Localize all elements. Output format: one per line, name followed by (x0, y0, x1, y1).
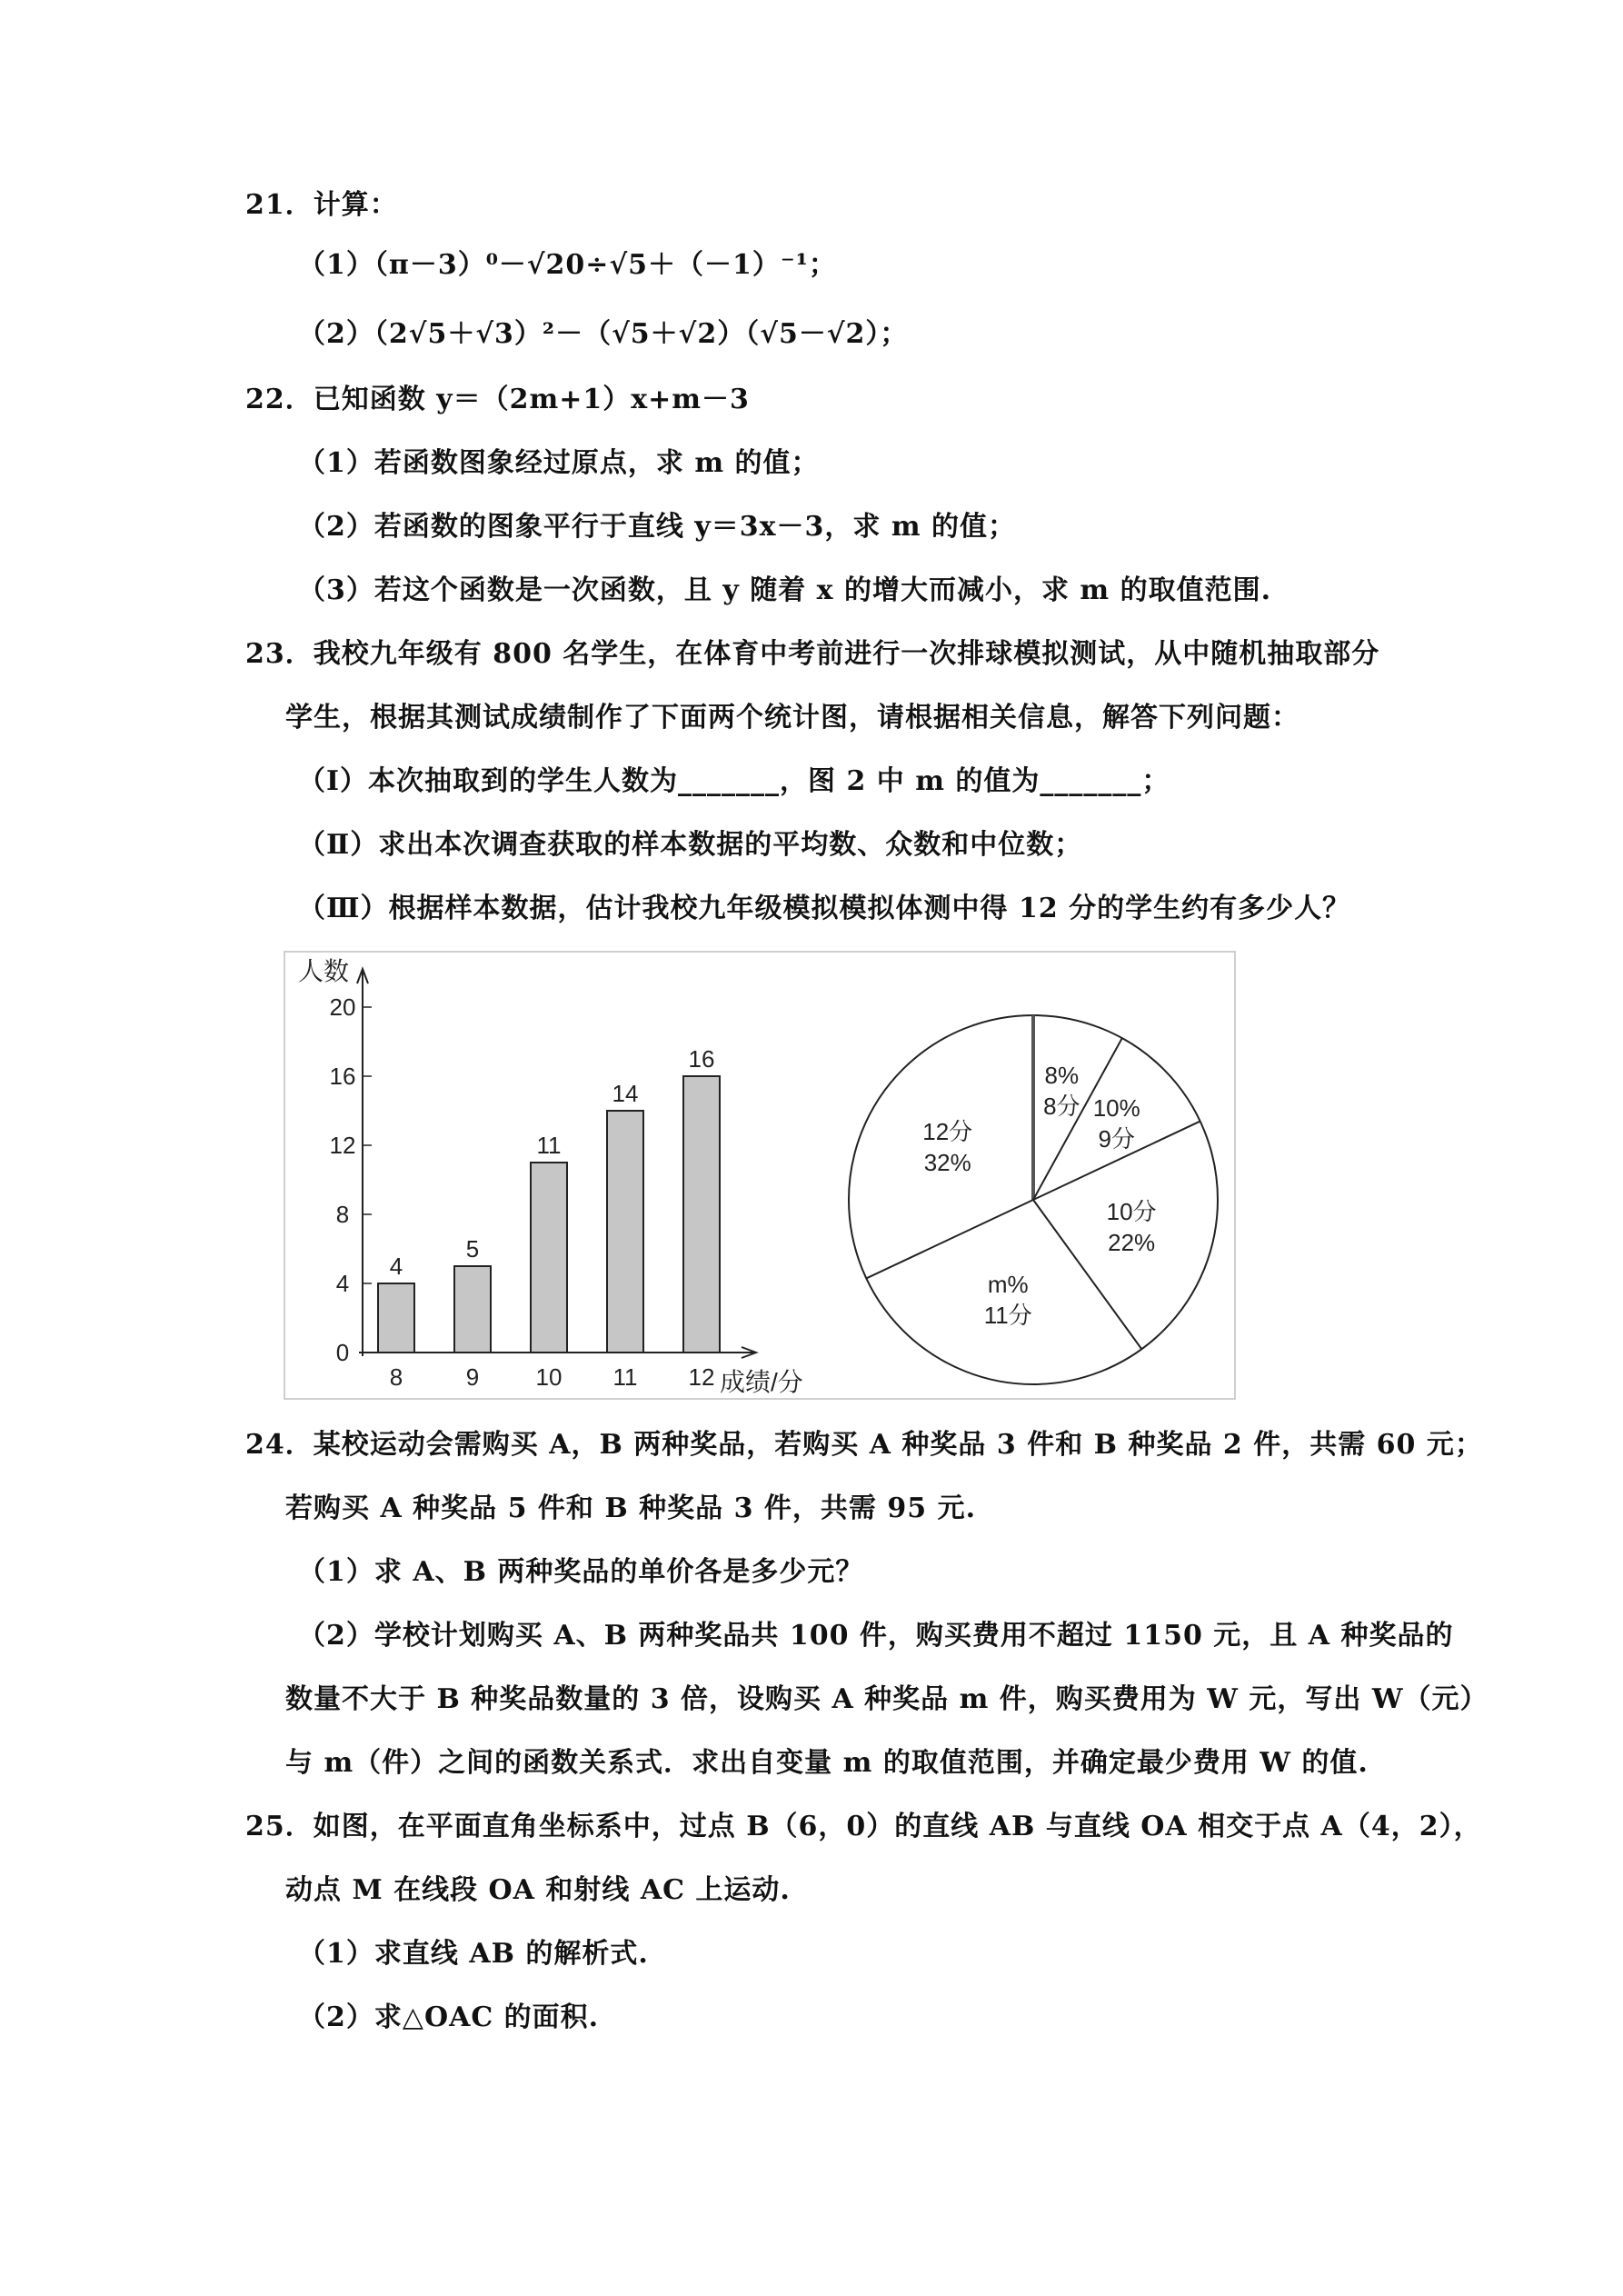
q24-part2-line1: （2）学校计划购买 A、B 两种奖品共 100 件，购买费用不超过 1150 元，且 A 种奖品的 (298, 1620, 1454, 1652)
y-tick-label: 16 (329, 1063, 356, 1090)
q23-part3: （Ⅲ）根据样本数据，估计我校九年级模拟模拟体测中得 12 分的学生约有多少人？ (298, 893, 1351, 924)
x-tick-label: 8 (389, 1363, 403, 1391)
y-tick-label: 20 (329, 993, 356, 1021)
y-axis-label: 人数 (297, 957, 350, 985)
x-axis-label: 成绩/分 (720, 1368, 803, 1396)
pie-slice-percent: 10% (1092, 1093, 1140, 1122)
bar-value-label: 16 (688, 1045, 715, 1073)
q22-heading: 22．已知函数 y＝（2m+1）x+m－3 (245, 384, 750, 415)
q24-part2-line3: 与 m（件）之间的函数关系式．求出自变量 m 的取值范围，并确定最少费用 W 的值. (285, 1747, 1369, 1779)
bar-value-label: 11 (536, 1132, 562, 1159)
statistics-figure (284, 951, 1236, 1400)
bar-value-label: 4 (389, 1253, 403, 1280)
pie-slice-label: 11分 (983, 1302, 1032, 1330)
q21-heading: 21．计算： (245, 189, 398, 221)
x-tick-label: 9 (465, 1363, 480, 1391)
pie-slice-percent: 8% (1044, 1062, 1080, 1090)
q24-heading: 24．某校运动会需购买 A，B 两种奖品，若购买 A 种奖品 3 件和 B 种奖品 2 件，共需 60 元； (245, 1429, 1483, 1461)
y-tick-label: 4 (335, 1270, 350, 1297)
x-tick-label: 11 (612, 1363, 638, 1391)
q21-part2: （2）（2√5＋√3）²－（√5＋√2）（√5－√2）； (298, 318, 909, 350)
q25-continuation: 动点 M 在线段 OA 和射线 AC 上运动. (285, 1874, 791, 1906)
pie-slice-label: 10分 (1106, 1197, 1157, 1225)
q25-heading: 25．如图，在平面直角坐标系中，过点 B（6，0）的直线 AB 与直线 OA 相交于点 A（4，2）， (245, 1811, 1482, 1842)
pie-slice-label: 12分 (922, 1118, 973, 1146)
q21-part1: （1）（π－3）⁰－√20÷√5＋（－1）⁻¹； (298, 249, 837, 281)
bar-9 (454, 1266, 491, 1353)
pie-slice-percent: m% (987, 1271, 1029, 1299)
bar-8 (378, 1283, 414, 1353)
q25-part2: （2）求△OAC 的面积. (298, 2002, 600, 2033)
bar-value-label: 5 (465, 1235, 480, 1263)
q22-part1: （1）若函数图象经过原点，求 m 的值； (298, 447, 820, 479)
statistics-figure-svg (285, 953, 1234, 1398)
bar-12 (683, 1076, 720, 1353)
q22-part3: （3）若这个函数是一次函数，且 y 随着 x 的增大而减小，求 m 的取值范围. (298, 574, 1272, 606)
q23-heading: 23．我校九年级有 800 名学生，在体育中考前进行一次排球模拟测试，从中随机抽取部分 (245, 638, 1380, 670)
pie-slice-percent: 32% (923, 1149, 971, 1177)
y-tick-label: 8 (335, 1201, 350, 1228)
q24-part2-line2: 数量不大于 B 种奖品数量的 3 倍，设购买 A 种奖品 m 件，购买费用为 W 元，写出 W（元） (285, 1683, 1489, 1715)
y-tick-label: 12 (329, 1132, 356, 1159)
bar-10 (531, 1163, 567, 1353)
pie-slice-label: 8分 (1043, 1093, 1080, 1121)
q23-part1: （Ⅰ）本次抽取到的学生人数为_______，图 2 中 m 的值为_______； (298, 765, 1170, 797)
bar-11 (607, 1111, 643, 1353)
pie-slice-label: 9分 (1098, 1124, 1135, 1153)
q23-part2: （Ⅱ）求出本次调查获取的样本数据的平均数、众数和中位数； (298, 829, 1083, 861)
pie-slice-percent: 22% (1108, 1228, 1156, 1256)
q24-continuation: 若购买 A 种奖品 5 件和 B 种奖品 3 件，共需 95 元. (285, 1492, 977, 1524)
q25-part1: （1）求直线 AB 的解析式. (298, 1938, 649, 1970)
x-tick-label: 10 (535, 1363, 563, 1391)
q22-part2: （2）若函数的图象平行于直线 y＝3x－3，求 m 的值； (298, 511, 1017, 543)
y-tick-label: 0 (335, 1339, 350, 1366)
q23-continuation: 学生，根据其测试成绩制作了下面两个统计图，请根据相关信息，解答下列问题： (285, 702, 1299, 734)
q24-part1: （1）求 A、B 两种奖品的单价各是多少元？ (298, 1556, 864, 1588)
x-tick-label: 12 (688, 1363, 715, 1391)
bar-value-label: 14 (612, 1080, 639, 1107)
